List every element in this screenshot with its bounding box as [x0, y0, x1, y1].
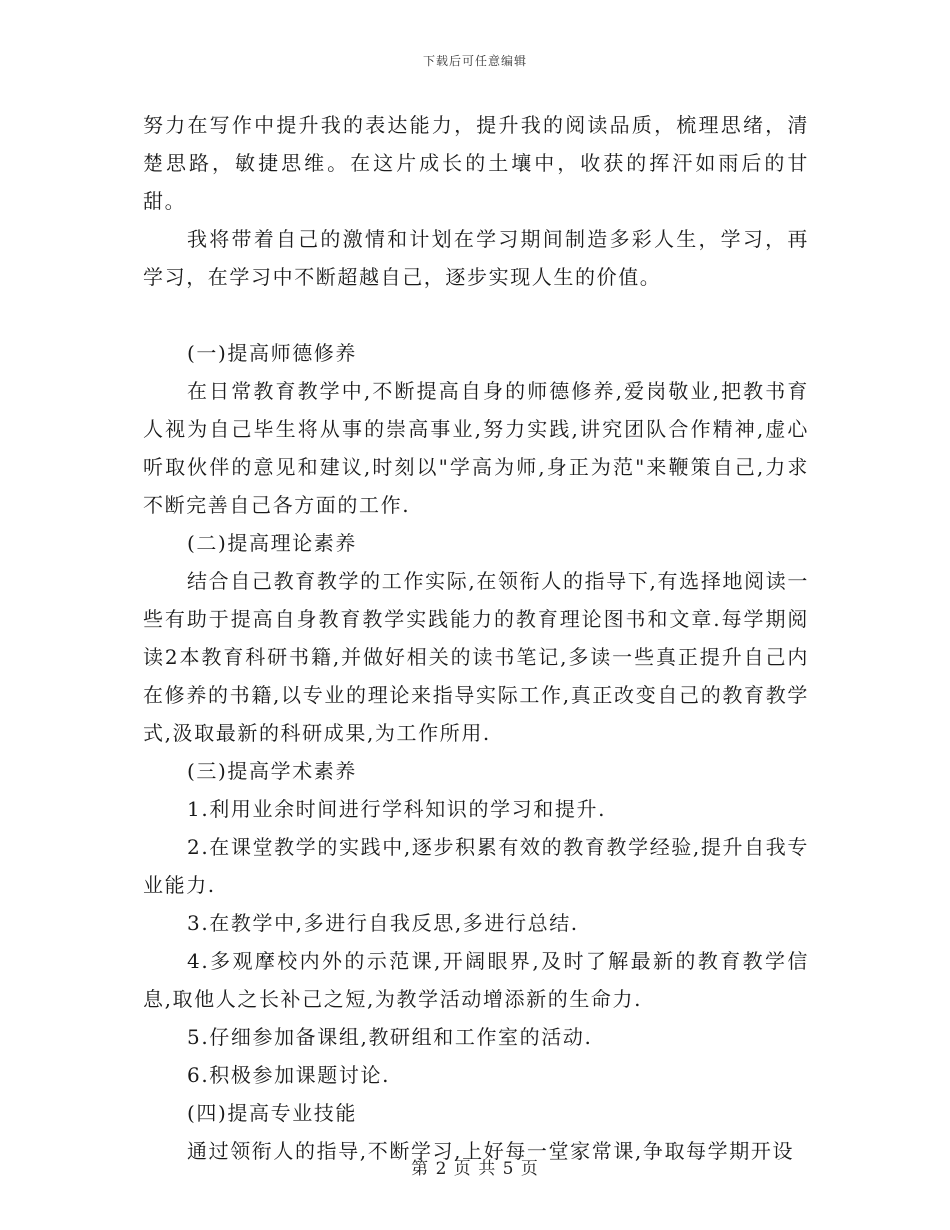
list-item: 1.利用业余时间进行学科知识的学习和提升. — [187, 797, 607, 821]
paragraph: 努力在写作中提升我的表达能力，提升我的阅读品质，梳理思绪，清楚思路，敏捷思维。在这片成长的土壤中，收获的挥汗如雨后的甘甜。 — [143, 113, 809, 213]
page-header: 下载后可任意编辑 — [422, 54, 527, 68]
section-heading: (三)提高学术素养 — [187, 759, 358, 783]
paragraph-gap — [143, 296, 809, 334]
paragraph: 结合自己教育教学的工作实际,在领衔人的指导下,有选择地阅读一些有助于提高自身教育教学实践能力的教育理论图书和文章.每学期阅读2本教育科研书籍,并做好相关的读书笔记,多读一些真正提升自己内在修养的书籍,以专业的理论来指导实际工作,真正改变自己的教育教学式,汲取最新的科研成果,为工作所用. — [143, 569, 809, 745]
list-item: 2.在课堂教学的实践中,逐步积累有效的教育教学经验,提升自我专业能力. — [143, 835, 809, 897]
list-item: 5.仔细参加备课组,教研组和工作室的活动. — [187, 1025, 593, 1049]
section-heading: (一)提高师德修养 — [187, 341, 358, 365]
page-number-footer: 第 2 页 共 5 页 — [411, 1159, 539, 1179]
section-heading: (四)提高专业技能 — [187, 1101, 358, 1125]
paragraph: 通过领衔人的指导,不断学习,上好每一堂家常课,争取每学期开设 — [187, 1139, 795, 1163]
paragraph: 我将带着自己的激情和计划在学习期间制造多彩人生，学习，再学习，在学习中不断超越自己，逐步实现人生的价值。 — [143, 227, 809, 289]
paragraph: 在日常教育教学中,不断提高自身的师德修养,爱岗敬业,把教书育人视为自己毕生将从事的崇高事业,努力实践,讲究团队合作精神,虚心听取伙伴的意见和建议,时刻以"学高为师,身正为范"来鞭策自己,力求不断完善自己各方面的工作. — [143, 379, 809, 517]
document-body — [143, 106, 809, 1170]
list-item: 6.积极参加课题讨论. — [187, 1063, 391, 1087]
list-item: 4.多观摩校内外的示范课,开阔眼界,及时了解最新的教育教学信息,取他人之长补己之短,为教学活动增添新的生命力. — [143, 949, 809, 1011]
list-item: 3.在教学中,多进行自我反思,多进行总结. — [187, 911, 579, 935]
section-heading: (二)提高理论素养 — [187, 531, 358, 555]
